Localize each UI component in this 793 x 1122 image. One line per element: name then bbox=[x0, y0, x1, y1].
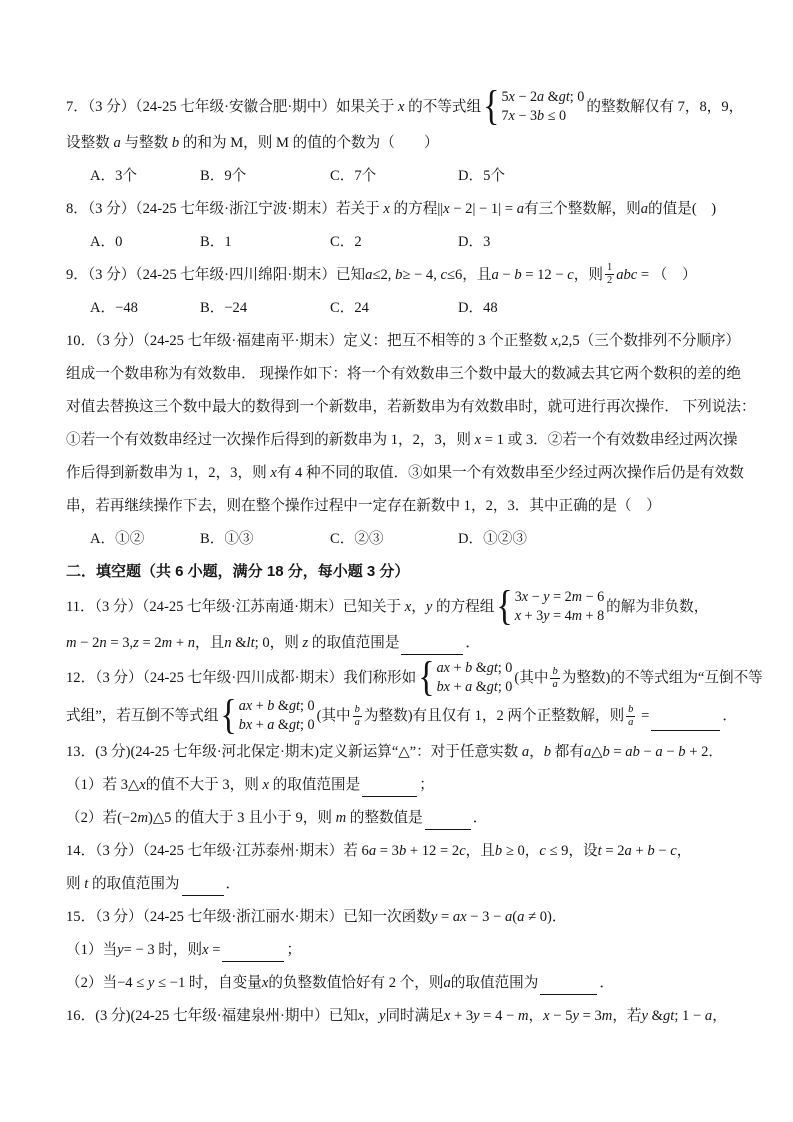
options-row bbox=[66, 225, 737, 258]
text-run: m − 2n = 3,z = 2m + n，且n &lt; 0，则 z 的取值范围是 bbox=[66, 634, 400, 651]
question-line bbox=[66, 456, 744, 489]
option-C: C．②③ bbox=[330, 530, 384, 547]
text-run: 7．（3 分）（24-25 七年级·安徽合肥·期中）如果关于 x 的不等式组 bbox=[66, 99, 482, 115]
option-D: D．3 bbox=[458, 233, 491, 250]
answer-blank bbox=[651, 715, 720, 731]
text-run: 的整数解仅有 7，8，9， bbox=[586, 99, 744, 115]
equation-system bbox=[483, 83, 585, 130]
text-run: 为整数)有且仅有 1，2 两个正整数解，则 bbox=[363, 708, 625, 724]
text-run: 为整数)的不等式组为“互倒不等 bbox=[561, 670, 763, 686]
question-line bbox=[66, 801, 737, 834]
text-run: = bbox=[637, 708, 650, 724]
answer-blank bbox=[425, 814, 471, 830]
text-run: 组成一个数串称为有效数串． 现操作如下：将一个有效数串三个数中最大的数减去其它两个数积的差的绝 bbox=[66, 365, 741, 382]
question-line bbox=[66, 423, 737, 456]
answer-blank bbox=[401, 639, 463, 655]
question-q14 bbox=[66, 834, 737, 900]
question-line bbox=[66, 324, 741, 357]
fraction-numerator: 1 bbox=[606, 262, 613, 273]
option-B: B．①③ bbox=[200, 530, 254, 547]
option-A: A．3个 bbox=[90, 167, 138, 184]
text-run: 9．（3 分）（24-25 七年级·四川绵阳·期末）已知a≤2, b≥ − 4, c≤6，且a − b = 12 − c，则 bbox=[66, 266, 603, 283]
text-run: ． bbox=[465, 634, 481, 651]
question-q8 bbox=[66, 192, 737, 258]
options-row bbox=[66, 291, 737, 324]
question-line bbox=[66, 834, 737, 867]
question-line bbox=[66, 258, 737, 291]
text-run: ． bbox=[225, 875, 241, 892]
left-brace-icon: { bbox=[220, 692, 237, 739]
equation-row: 7x − 3b ≤ 0 bbox=[501, 108, 567, 124]
question-line bbox=[66, 900, 737, 933]
option-B: B．1 bbox=[200, 233, 232, 250]
question-line bbox=[66, 999, 737, 1032]
text-run: ． bbox=[472, 809, 488, 826]
option-D: D．48 bbox=[458, 299, 498, 316]
equation-row: ax + b &gt; 0 bbox=[436, 660, 513, 676]
answer-blank bbox=[540, 979, 597, 995]
text-run: ． bbox=[722, 708, 737, 724]
text-run: ； bbox=[286, 941, 302, 958]
question-q9 bbox=[66, 258, 737, 324]
text-run: 16．(3 分)(24-25 七年级·福建泉州·期中）已知x，y同时满足x + 3y = 4 − m，x − 5y = 3m，若y &gt; 1 − a， bbox=[66, 1007, 727, 1024]
text-run: 的解为非负数， bbox=[606, 599, 709, 615]
answer-blank bbox=[222, 946, 284, 962]
question-line bbox=[66, 357, 741, 390]
question-line bbox=[66, 126, 737, 159]
equation-row: bx + a &gt; 0 bbox=[238, 717, 315, 733]
question-line bbox=[66, 83, 744, 130]
options-row bbox=[66, 522, 737, 555]
question-line bbox=[66, 867, 737, 900]
question-line bbox=[66, 626, 737, 659]
text-run: 式组”，若互倒不等式组 bbox=[66, 708, 219, 724]
option-B: B．9个 bbox=[200, 167, 247, 184]
fraction bbox=[626, 704, 635, 729]
left-brace-icon: { bbox=[496, 583, 513, 630]
question-q11 bbox=[66, 583, 737, 659]
text-run: 15．（3 分）（24-25 七年级·浙江丽水·期末）已知一次函数y = ax − 3 − a(a ≠ 0)． bbox=[66, 908, 567, 925]
question-q12 bbox=[66, 654, 763, 739]
equation-row: bx + a &gt; 0 bbox=[436, 679, 513, 695]
equation-system bbox=[496, 583, 605, 630]
text-run: 串，若再继续操作下去，则在整个操作过程中一定存在新数中 1，2，3．其中正确的是（ ） bbox=[66, 497, 661, 514]
answer-blank bbox=[182, 880, 224, 896]
question-line bbox=[66, 390, 756, 423]
text-run: (其中 bbox=[514, 670, 549, 686]
option-A: A．−48 bbox=[90, 299, 138, 316]
equation-system bbox=[220, 692, 315, 739]
fraction-denominator: a bbox=[628, 716, 634, 728]
fraction-denominator: 2 bbox=[606, 275, 613, 286]
option-C: C．7个 bbox=[330, 167, 377, 184]
text-run: ． bbox=[599, 974, 614, 991]
fraction bbox=[605, 262, 614, 287]
text-run: 对值去替换这三个数中最大的数得到一个新数串，若新数串为有效数串时，就可进行再次操作． 下列说法： bbox=[66, 398, 756, 415]
question-line bbox=[66, 735, 737, 768]
text-run: abc = （ ） bbox=[616, 266, 697, 283]
text-run: ①若一个有效数串经过一次操作后得到的新数串为 1，2，3，则 x = 1 或 3．②若一个有效数串经过两次操 bbox=[66, 431, 738, 448]
option-A: A．0 bbox=[90, 233, 123, 250]
text-run: 8．（3 分）（24-25 七年级·浙江宁波·期末）若关于 x 的方程||x − 2| − 1| = a有三个整数解，则a的值是( ) bbox=[66, 200, 717, 217]
question-line bbox=[66, 966, 737, 999]
left-brace-icon: { bbox=[483, 83, 500, 130]
text-run: ； bbox=[419, 776, 434, 793]
fraction-numerator: b bbox=[354, 703, 360, 715]
option-C: C．24 bbox=[330, 299, 369, 316]
question-line bbox=[66, 583, 737, 630]
section-heading: 二．填空题（共 6 小题，满分 18 分，每小题 3 分） bbox=[66, 562, 410, 580]
fraction-denominator: a bbox=[552, 678, 558, 690]
answer-blank bbox=[362, 781, 417, 797]
text-run: 作后得到新数串为 1，2，3，则 x有 4 种不同的取值．③如果一个有效数串至少经过两次操作后仍是有效数 bbox=[66, 464, 744, 481]
text-run: （1）当y= − 3 时，则x = bbox=[66, 941, 221, 958]
question-line bbox=[66, 654, 763, 701]
question-line bbox=[66, 192, 737, 225]
equation-rows bbox=[501, 88, 584, 126]
question-line bbox=[66, 933, 737, 966]
text-run: （2）若(−2m)△5 的值大于 3 且小于 9，则 m 的整数值是 bbox=[66, 809, 423, 826]
fraction bbox=[550, 666, 559, 691]
option-C: C．2 bbox=[330, 233, 362, 250]
equation-rows bbox=[437, 659, 513, 697]
question-q13 bbox=[66, 735, 737, 834]
equation-row: x + 3y = 4m + 8 bbox=[514, 608, 605, 624]
question-q16 bbox=[66, 999, 737, 1032]
option-A: A．①② bbox=[90, 530, 145, 547]
left-brace-icon: { bbox=[418, 654, 435, 701]
question-line bbox=[66, 489, 737, 522]
text-run: （2）当−4 ≤ y ≤ −1 时，自变量x的负整数值恰好有 2 个，则a的取值范围为 bbox=[66, 974, 539, 991]
options-row bbox=[66, 159, 737, 192]
text-run: 10．（3 分）（24-25 七年级·福建南平·期末）定义：把互不相等的 3 个正整数 x,2,5（三个数排列不分顺序） bbox=[66, 332, 741, 349]
fraction-numerator: b bbox=[552, 665, 558, 677]
equation-row: 5x − 2a &gt; 0 bbox=[501, 89, 585, 105]
fraction-denominator: a bbox=[354, 716, 360, 728]
fraction bbox=[353, 704, 362, 729]
text-run: (其中 bbox=[316, 708, 351, 724]
text-run: 13．(3 分)(24-25 七年级·河北保定·期末)定义新运算“△”：对于任意实数 a，b 都有a△b = ab − a − b + 2． bbox=[66, 743, 723, 760]
fraction-numerator: b bbox=[628, 703, 634, 715]
question-q7 bbox=[66, 83, 744, 192]
text-run: 11．（3 分）（24-25 七年级·江苏南通·期末）已知关于 x，y 的方程组 bbox=[66, 599, 495, 615]
text-run: 12．（3 分）（24-25 七年级·四川成都·期末）我们称形如 bbox=[66, 670, 417, 686]
equation-rows bbox=[239, 697, 315, 735]
text-run: 14．（3 分）（24-25 七年级·江苏泰州·期末）若 6a = 3b + 12 = 2c，且b ≥ 0，c ≤ 9，设t = 2a + b − c， bbox=[66, 842, 692, 859]
exam-page-content bbox=[66, 83, 763, 1032]
question-line bbox=[66, 692, 737, 739]
question-line bbox=[66, 768, 737, 801]
equation-row: ax + b &gt; 0 bbox=[238, 698, 315, 714]
option-D: D．①②③ bbox=[458, 530, 527, 547]
question-q15 bbox=[66, 900, 737, 999]
equation-system bbox=[418, 654, 513, 701]
question-q10 bbox=[66, 324, 756, 555]
text-run: （1）若 3△x的值不大于 3，则 x 的取值范围是 bbox=[66, 776, 361, 793]
text-run: 则 t 的取值范围为 bbox=[66, 875, 180, 892]
option-D: D．5个 bbox=[458, 167, 506, 184]
text-run: 设整数 a 与整数 b 的和为 M，则 M 的值的个数为（ ） bbox=[66, 134, 439, 151]
equation-rows bbox=[515, 588, 604, 626]
equation-row: 3x − y = 2m − 6 bbox=[514, 589, 605, 605]
option-B: B．−24 bbox=[200, 299, 248, 316]
